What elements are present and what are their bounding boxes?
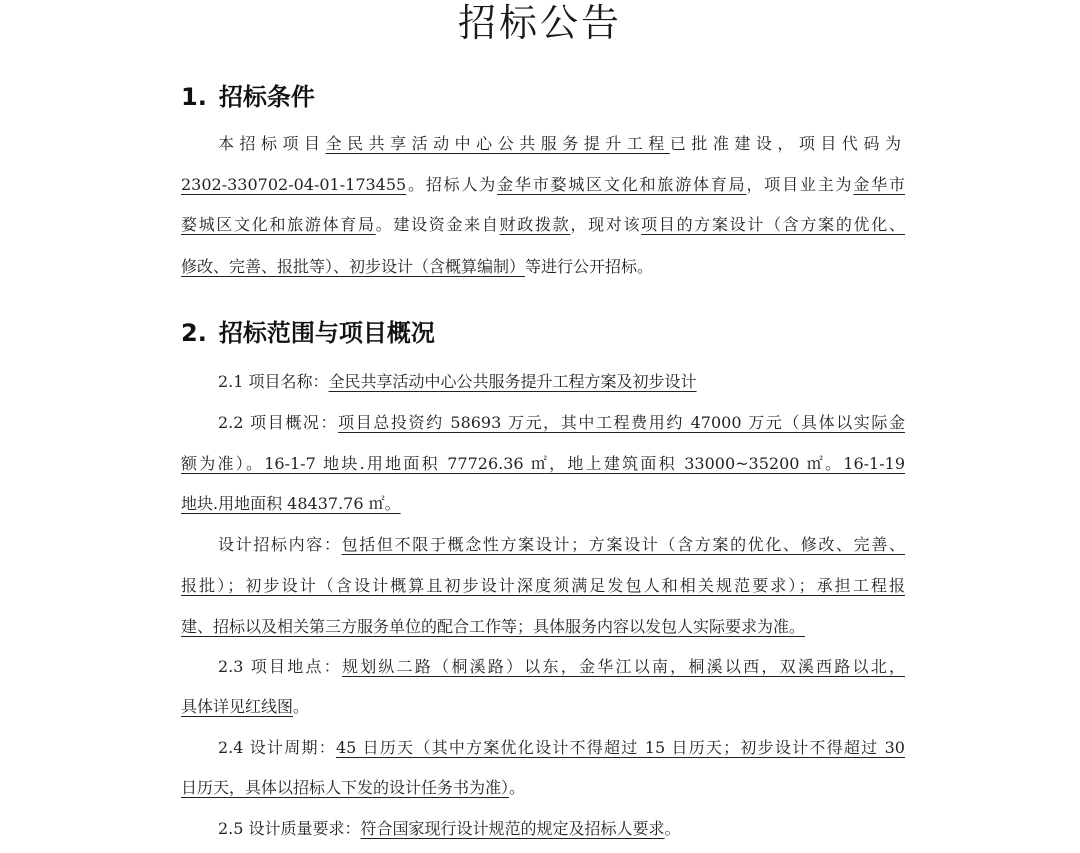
item-2-5: 2.5 设计质量要求：符合国家现行设计规范的规定及招标人要求。 — [218, 819, 681, 838]
item-2-5-value: 符合国家现行设计规范的规定及招标人要求 — [360, 819, 665, 838]
item-2-4-line-1: 2.4 设计周期：45 日历天（其中方案优化设计不得超过 15 日历天；初步设计不得超过 30 — [218, 738, 905, 757]
item-2-2-line-1: 2.2 项目概况：项目总投资约 58693 万元，其中工程费用约 47000 万元（具体以实际金 — [218, 413, 905, 432]
section-1-line-3: 婺城区文化和旅游体育局。建设资金来自财政拨款，现对该项目的方案设计（含方案的优化、 — [181, 215, 905, 234]
design-scope-line-3: 建、招标以及相关第三方服务单位的配合工作等；具体服务内容以发包人实际要求为准。 — [181, 617, 806, 636]
design-scope-line-2: 报批）；初步设计（含设计概算且初步设计深度须满足发包人和相关规范要求）；承担工程报 — [181, 576, 905, 595]
section-2-title: 招标范围与项目概况 — [218, 319, 435, 347]
item-2-2-line-2: 额为准）。16-1-7 地块.用地面积 77726.36 ㎡，地上建筑面积 33000~35200 ㎡。16-1-19 — [181, 454, 905, 473]
section-1-line-2: 2302-330702-04-01-173455。招标人为金华市婺城区文化和旅游体育局，项目业主为金华市 — [181, 175, 905, 194]
fund-source: 财政拨款 — [499, 215, 571, 234]
item-2-1-value: 全民共享活动中心公共服务提升工程方案及初步设计 — [328, 372, 697, 391]
section-1-line-4: 修改、完善、报批等）、初步设计（含概算编制）等进行公开招标。 — [181, 257, 654, 276]
item-2-1-label: 2.1 项目名称： — [218, 372, 329, 391]
tender-scope-part2: 修改、完善、报批等）、初步设计（含概算编制） — [181, 257, 526, 276]
section-1-heading — [181, 82, 315, 112]
section-1-line-1: 本招标项目全民共享活动中心公共服务提升工程已批准建设，项目代码为 — [218, 134, 905, 153]
owner-name-part2: 婺城区文化和旅游体育局 — [181, 215, 376, 234]
item-2-2-line-3: 地块.用地面积 48437.76 ㎡。 — [181, 494, 401, 513]
tender-scope-part1: 项目的方案设计（含方案的优化、 — [641, 215, 905, 234]
item-2-3-label: 2.3 项目地点： — [218, 657, 342, 676]
section-2-heading — [181, 318, 435, 348]
item-2-3-line-2: 具体详见红线图。 — [181, 697, 310, 716]
page-title: 招标公告 — [457, 1, 622, 45]
item-2-3-line-1: 2.3 项目地点：规划纵二路（桐溪路）以东，金华江以南，桐溪以西，双溪西路以北， — [218, 657, 905, 676]
section-2-number: 2. — [181, 319, 207, 347]
tenderer-name: 金华市婺城区文化和旅游体育局 — [497, 175, 747, 194]
item-2-1 — [181, 369, 905, 395]
item-2-2-label: 2.2 项目概况： — [218, 413, 339, 432]
project-name-link: 全民共享活动中心公共服务提升工程 — [325, 134, 670, 153]
section-1-title: 招标条件 — [218, 83, 315, 111]
section-1-number: 1. — [181, 83, 207, 111]
item-2-4-label: 2.4 设计周期： — [218, 738, 336, 757]
design-scope-label: 设计招标内容： — [218, 535, 342, 554]
item-2-4-line-2: 日历天，具体以招标人下发的设计任务书为准）。 — [181, 778, 526, 797]
owner-name-part1: 金华市 — [853, 175, 905, 194]
item-2-5-label: 2.5 设计质量要求： — [218, 819, 361, 838]
project-code: 2302-330702-04-01-173455 — [181, 175, 407, 194]
design-scope-line-1: 设计招标内容：包括但不限于概念性方案设计；方案设计（含方案的优化、修改、完善、 — [218, 535, 905, 554]
